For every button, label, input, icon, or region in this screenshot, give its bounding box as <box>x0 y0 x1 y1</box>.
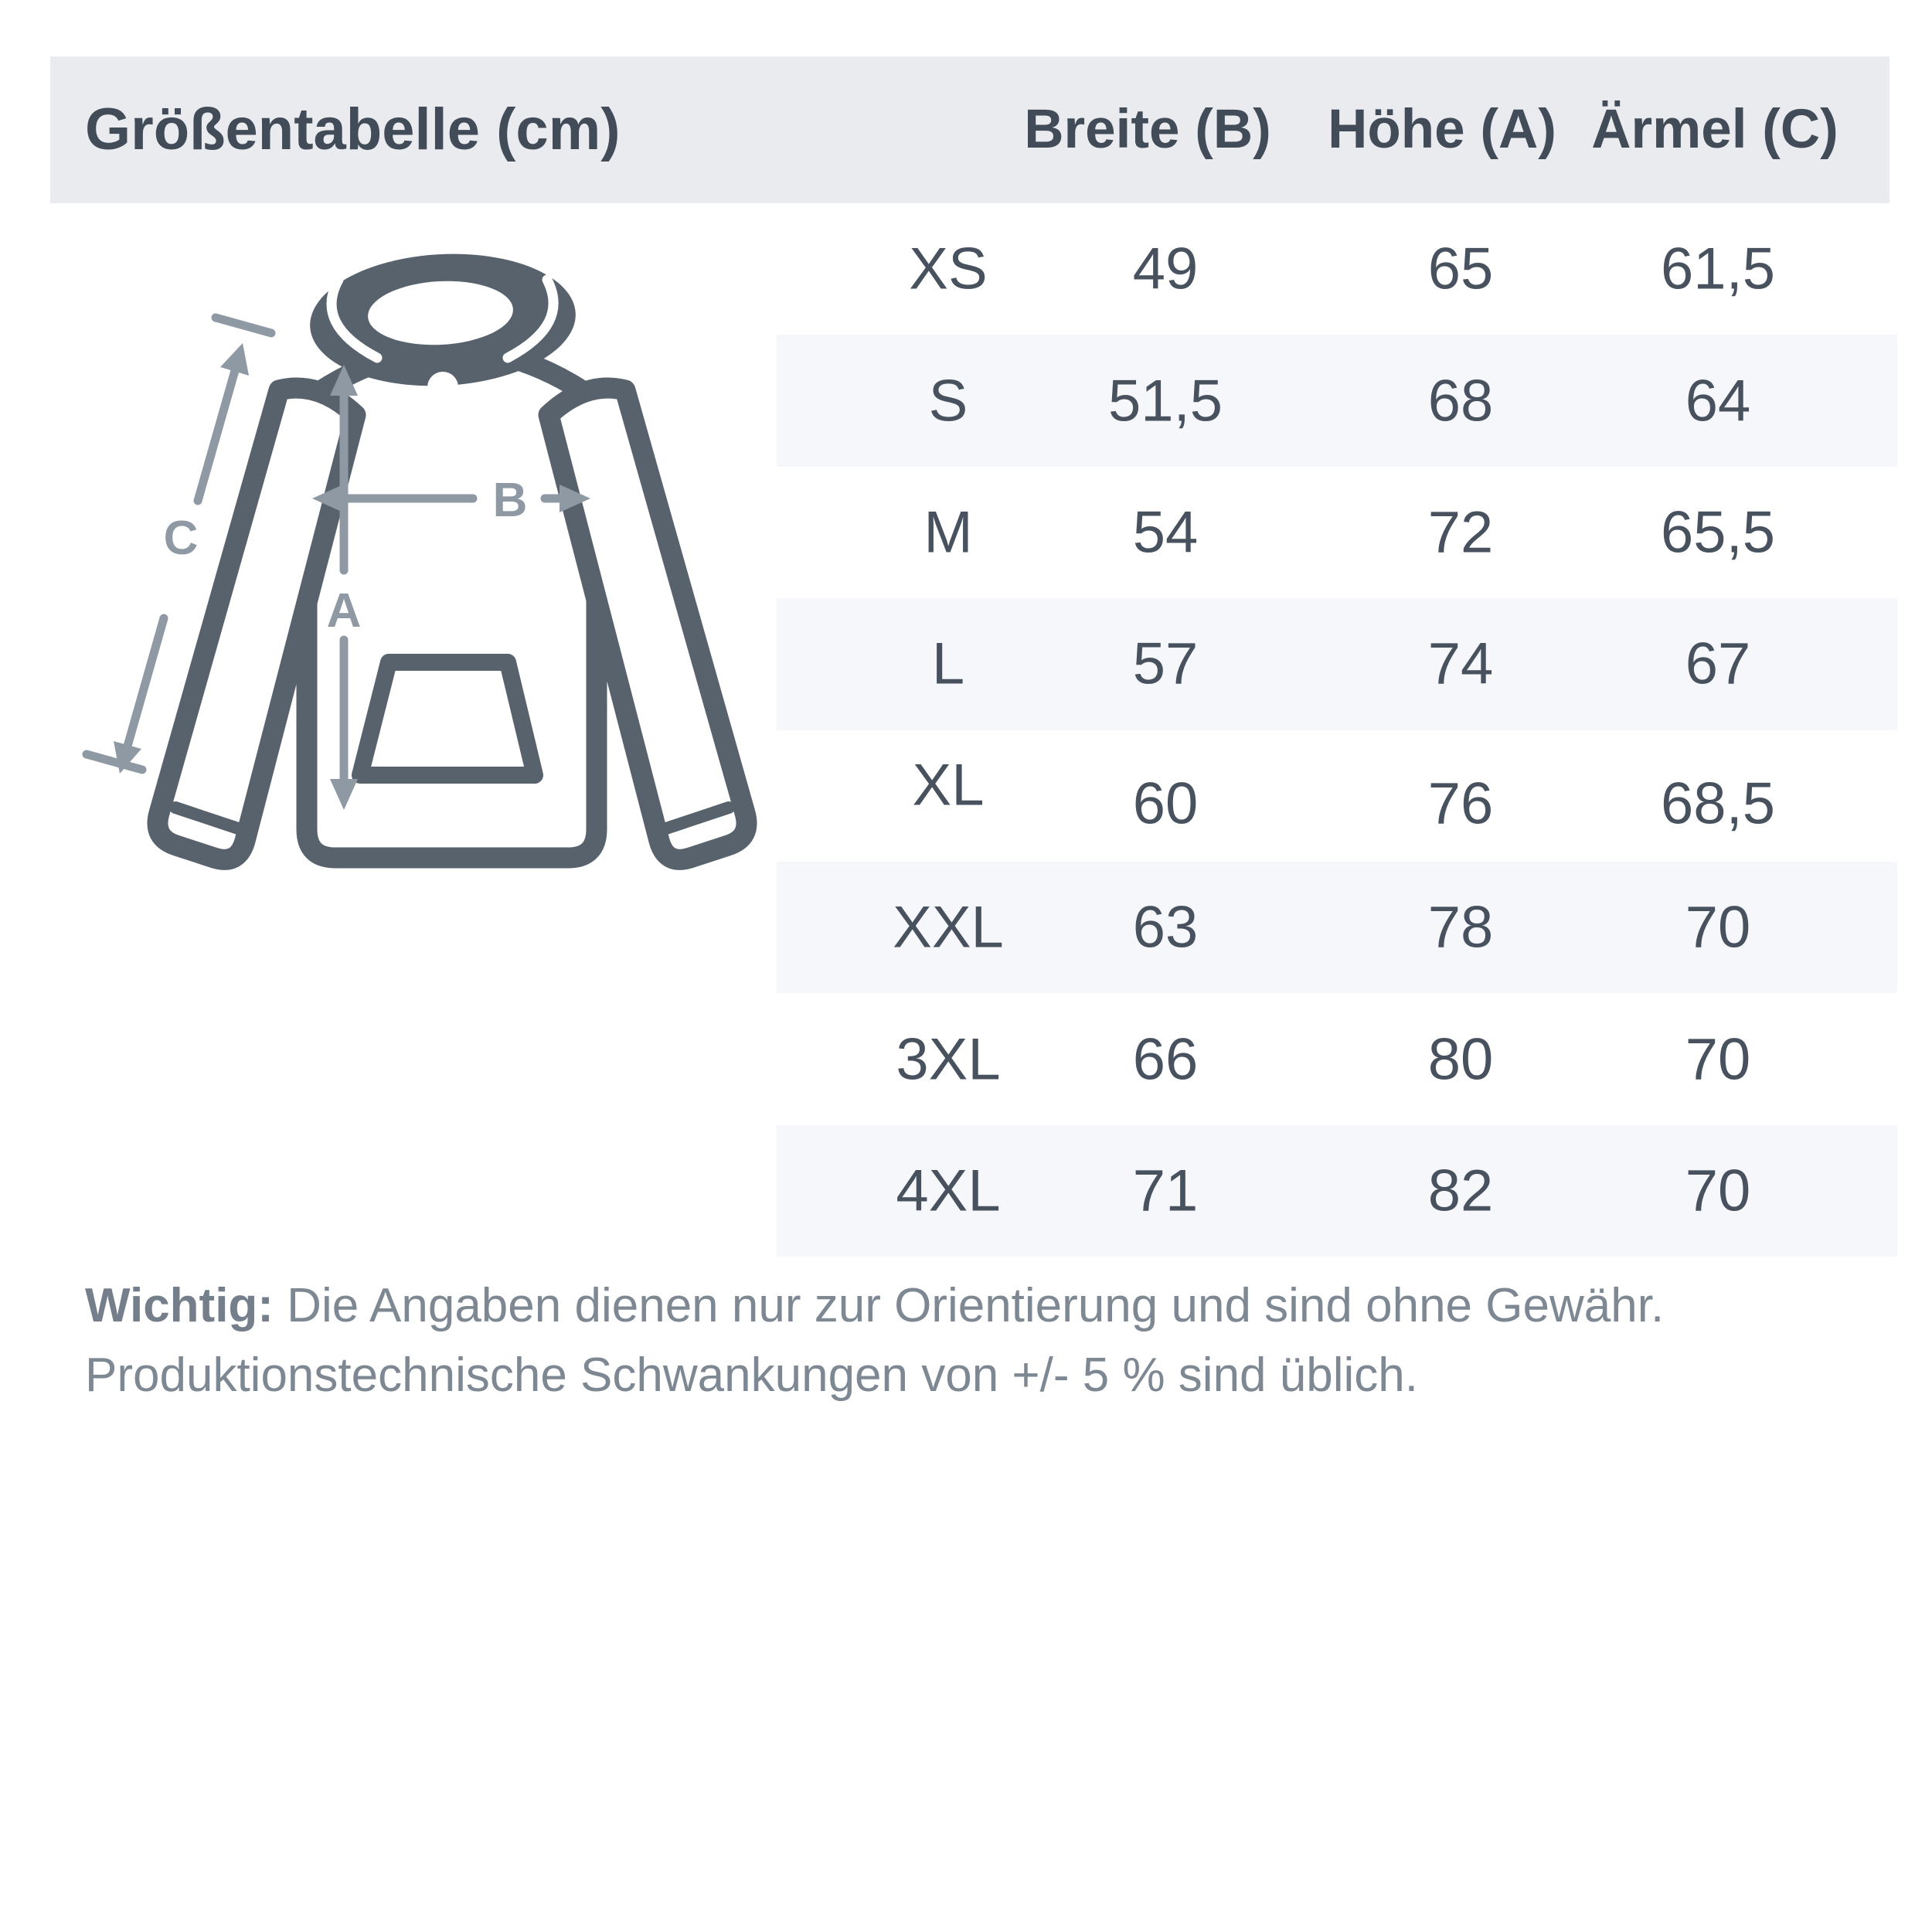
size-label: S <box>928 368 968 434</box>
hoodie-pocket <box>360 662 535 775</box>
table-row <box>777 467 1897 598</box>
breite-value: 49 <box>1132 236 1199 302</box>
table-row <box>777 1125 1897 1257</box>
table-row <box>777 203 1897 335</box>
arrow-c-head-up <box>220 343 249 376</box>
table-row <box>777 730 1897 862</box>
table-header-band <box>50 56 1889 203</box>
measure-label-c: C <box>163 512 199 565</box>
hoehe-value: 76 <box>1427 770 1494 837</box>
aermel-value: 64 <box>1685 368 1751 434</box>
table-row <box>777 598 1897 730</box>
aermel-value: 67 <box>1685 631 1751 697</box>
aermel-value: 70 <box>1685 894 1751 961</box>
disclaimer-line2: Produktionstechnische Schwankungen von +/- 5 % sind üblich. <box>85 1349 1418 1402</box>
column-header-breite: Breite (B) <box>1024 99 1271 160</box>
size-label: 3XL <box>896 1026 1001 1093</box>
hoehe-value: 72 <box>1427 499 1494 566</box>
table-row <box>777 335 1897 466</box>
table-row <box>777 862 1897 993</box>
hoehe-value: 78 <box>1427 894 1494 961</box>
breite-value: 63 <box>1132 894 1199 961</box>
measure-label-b: B <box>492 474 528 527</box>
disclaimer-prefix: Wichtig: <box>85 1279 274 1332</box>
disclaimer-line1: Die Angaben dienen nur zur Orientierung und sind ohne Gewähr. <box>273 1279 1665 1332</box>
hoehe-value: 82 <box>1427 1158 1494 1224</box>
aermel-value: 61,5 <box>1661 236 1775 302</box>
aermel-value: 65,5 <box>1661 499 1775 566</box>
size-label: XXL <box>893 894 1004 961</box>
hoehe-value: 80 <box>1427 1026 1494 1093</box>
aermel-value: 70 <box>1685 1158 1751 1224</box>
table-row <box>777 993 1897 1124</box>
size-label: XS <box>909 236 988 302</box>
breite-value: 57 <box>1132 631 1199 697</box>
arrow-c-cap-top <box>216 318 271 333</box>
column-header-hoehe: Höhe (A) <box>1328 99 1556 160</box>
size-label: XL <box>912 752 985 818</box>
hoehe-value: 68 <box>1427 368 1494 434</box>
size-label: M <box>923 499 973 566</box>
breite-value: 54 <box>1132 499 1199 566</box>
breite-value: 51,5 <box>1108 368 1223 434</box>
disclaimer-note <box>85 1271 1886 1410</box>
breite-value: 66 <box>1132 1026 1199 1093</box>
hood-notch <box>427 372 458 403</box>
size-label: 4XL <box>896 1158 1001 1224</box>
arrow-c-line <box>198 362 237 501</box>
size-label: L <box>931 631 965 697</box>
hoehe-value: 74 <box>1427 631 1494 697</box>
column-header-aermel: Ärmel (C) <box>1591 99 1838 160</box>
breite-value: 60 <box>1132 770 1199 837</box>
arrow-c-line2 <box>125 618 164 754</box>
aermel-value: 70 <box>1685 1026 1751 1093</box>
page-title: Größentabelle (cm) <box>85 97 621 162</box>
hoehe-value: 65 <box>1427 236 1494 302</box>
size-table <box>777 203 1897 1257</box>
breite-value: 71 <box>1132 1158 1199 1224</box>
measure-label-a: A <box>326 584 362 638</box>
hoodie-measurement-diagram <box>46 216 781 912</box>
aermel-value: 68,5 <box>1661 770 1775 837</box>
